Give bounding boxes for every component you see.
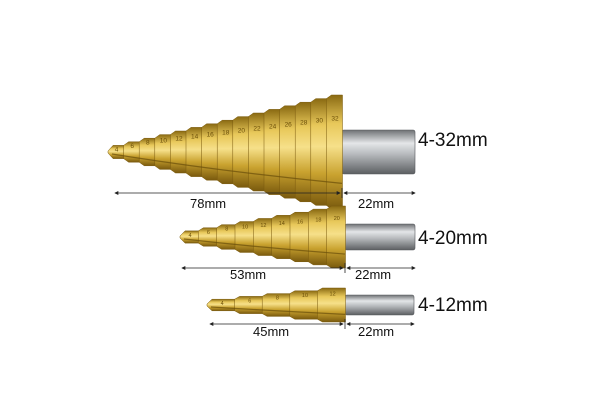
- bit-3-step-marking: 12: [329, 291, 336, 298]
- step-drill-bit-3: [207, 288, 414, 329]
- bit-2-step-marking: 14: [278, 221, 285, 228]
- bit-1-step-marking: 22: [253, 125, 261, 133]
- bit-1-step-marking: 26: [284, 121, 292, 129]
- bit-1-shank: [342, 130, 415, 174]
- bit-1-step-marking: 14: [190, 133, 199, 141]
- bit-1-body-length: 78mm: [190, 196, 227, 211]
- bit-2-step-marking: 18: [315, 217, 322, 224]
- bit-1-step: [326, 95, 342, 209]
- bit-2-shank: [345, 224, 415, 250]
- bit-1-step-marking: 16: [206, 131, 214, 139]
- bit-3-shank: [345, 295, 414, 315]
- bit-3-step-marking: 8: [275, 295, 279, 302]
- bit-3-shank-length: 22mm: [358, 324, 395, 339]
- bit-1-size-label: 4-32mm: [418, 130, 488, 151]
- bit-1-shank-length: 22mm: [358, 196, 395, 211]
- bit-1-step-marking: 24: [268, 123, 277, 131]
- bit-1-step-marking: 20: [237, 127, 245, 135]
- bit-1-step: [264, 109, 280, 194]
- bit-2-step-marking: 4: [188, 232, 192, 239]
- bit-2-shank-length: 22mm: [355, 267, 392, 282]
- bit-1-step-marking: 10: [159, 137, 167, 145]
- step-drill-bit-1: [108, 95, 415, 209]
- bit-1-step-marking: 4: [114, 146, 119, 154]
- bit-2-step-marking: 16: [297, 219, 304, 226]
- bit-2-step-marking: 8: [225, 226, 229, 233]
- bit-1-step-marking: 18: [222, 129, 230, 137]
- bit-1-step: [295, 102, 311, 202]
- bit-3-step-marking: 6: [248, 298, 252, 305]
- bit-3-step-marking: 10: [301, 293, 309, 300]
- step-drill-bit-2: [180, 206, 415, 273]
- bit-1-step-marking: 6: [130, 142, 134, 150]
- bit-1-step-marking: 28: [300, 119, 308, 127]
- bit-2-step-marking: 10: [242, 224, 249, 231]
- bit-3-step-marking: 4: [220, 301, 224, 308]
- bit-2-body-length: 53mm: [230, 267, 267, 282]
- bit-2-step-marking: 20: [333, 215, 340, 222]
- bit-2-step-marking: 6: [206, 229, 210, 236]
- bit-1-step-marking: 8: [145, 139, 150, 147]
- bit-1-step: [311, 99, 327, 206]
- bit-2-step-marking: 12: [260, 222, 267, 229]
- bit-1-step-marking: 32: [331, 115, 339, 123]
- bit-2-size-label: 4-20mm: [418, 228, 488, 249]
- bit-3-size-label: 4-12mm: [418, 295, 488, 316]
- bit-1-step-marking: 30: [315, 117, 323, 125]
- bit-1-step: [280, 106, 296, 198]
- bit-1-step-marking: 12: [175, 135, 183, 143]
- bit-3-body-length: 45mm: [253, 324, 290, 339]
